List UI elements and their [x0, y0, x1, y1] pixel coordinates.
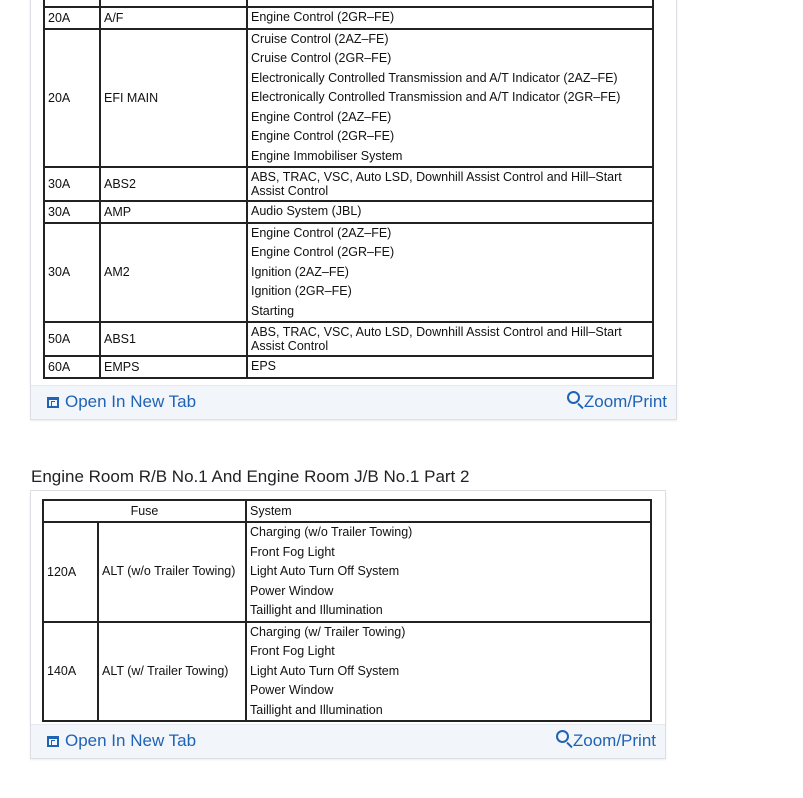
fuse-systems: [247, 201, 653, 223]
table-row: [44, 223, 653, 323]
system-item: Engine Control (2GR–FE): [251, 245, 395, 259]
header-system: System: [246, 500, 651, 522]
system-item: Light Auto Turn Off System: [250, 564, 400, 578]
table-row: [43, 622, 651, 722]
system-item: Light Auto Turn Off System: [250, 663, 400, 678]
table-row: [44, 167, 653, 201]
system-item: Electronically Controlled Transmission and A/T Indicator (2GR–FE): [251, 90, 621, 104]
section-title: Engine Room R/B No.1 And Engine Room J/B No.1 Part 2: [31, 467, 470, 486]
system-item: Charging (w/ Trailer Towing): [250, 624, 406, 639]
table-row: [44, 322, 653, 356]
fuse-systems: [246, 622, 651, 722]
fuse-name: AM2: [100, 223, 247, 323]
fuse-systems: [247, 322, 653, 356]
table-row: [44, 7, 653, 29]
zoom-print-label: Zoom/Print: [572, 731, 656, 750]
fuse-systems: [246, 522, 651, 622]
system-item: Power Window: [250, 583, 334, 598]
header-fuse: Fuse: [43, 500, 246, 522]
system-item: Taillight and Illumination: [250, 702, 383, 717]
fuse-amperage: 30A: [44, 167, 100, 201]
system-item: Cruise Control (2AZ–FE): [251, 31, 389, 46]
fuse-name: ABS2: [100, 167, 247, 201]
fuse-name: ALT (w/ Trailer Towing): [98, 622, 246, 722]
open-new-tab-icon: [47, 397, 59, 408]
fuse-systems: [247, 167, 653, 201]
system-item: Cruise Control (2GR–FE): [251, 51, 392, 65]
system-item: Engine Control (2AZ–FE): [251, 225, 392, 240]
table-row: [44, 356, 653, 378]
table-header-row: [43, 500, 651, 522]
fuse-name: EFI MAIN: [100, 29, 247, 168]
system-item: Ignition (2GR–FE): [251, 284, 352, 298]
fuse-table-card-1: [30, 0, 677, 420]
zoom-print-link[interactable]: [556, 731, 656, 751]
open-new-tab-icon: [47, 736, 59, 747]
fuse-amperage: 20A: [44, 29, 100, 168]
fuse-amperage: 120A: [43, 522, 98, 622]
system-item: EPS: [251, 359, 277, 373]
zoom-print-link[interactable]: [567, 392, 667, 412]
system-item: Charging (w/o Trailer Towing): [250, 525, 413, 539]
fuse-name: ABS1: [100, 322, 247, 356]
card-footer: [31, 724, 665, 758]
system-item: Starting: [251, 303, 295, 318]
system-item: Taillight and Illumination: [250, 603, 383, 617]
fuse-systems: [247, 7, 653, 29]
system-item: Power Window: [250, 683, 334, 697]
system-item: Engine Control (2AZ–FE): [251, 109, 392, 124]
fuse-name: AMP: [100, 201, 247, 223]
table-row-partial: [44, 0, 653, 7]
open-in-new-tab-link[interactable]: [47, 392, 196, 412]
fuse-amperage: 30A: [44, 201, 100, 223]
system-item: Ignition (2AZ–FE): [251, 264, 349, 279]
system-item: Engine Control (2GR–FE): [251, 129, 395, 143]
fuse-amperage: 60A: [44, 356, 100, 378]
table-row: [44, 29, 653, 168]
fuse-name: EMPS: [100, 356, 247, 378]
open-in-new-tab-label: Open In New Tab: [65, 392, 197, 411]
table-row: [43, 522, 651, 622]
open-in-new-tab-link[interactable]: [47, 731, 196, 751]
open-in-new-tab-label: Open In New Tab: [65, 731, 197, 750]
zoom-print-label: Zoom/Print: [583, 392, 667, 411]
zoom-in-icon: [567, 391, 580, 404]
fuse-name: A/F: [100, 7, 247, 29]
fuse-table-1: [43, 0, 654, 379]
fuse-systems: [247, 29, 653, 168]
fuse-table-2: [42, 499, 652, 722]
system-item: Electronically Controlled Transmission and A/T Indicator (2AZ–FE): [251, 70, 618, 85]
table-row: [44, 201, 653, 223]
fuse-systems: [247, 223, 653, 323]
system-item: Audio System (JBL): [251, 204, 362, 218]
fuse-amperage: 50A: [44, 322, 100, 356]
fuse-systems: [247, 356, 653, 378]
fuse-amperage: 20A: [44, 7, 100, 29]
system-item: Front Fog Light: [250, 544, 335, 559]
system-item: ABS, TRAC, VSC, Auto LSD, Downhill Assist Control and Hill–Start Assist Control: [251, 170, 622, 198]
system-item: ABS, TRAC, VSC, Auto LSD, Downhill Assist Control and Hill–Start Assist Control: [251, 325, 622, 353]
system-item: Front Fog Light: [250, 644, 335, 658]
fuse-amperage: 140A: [43, 622, 98, 722]
system-item: Engine Immobiliser System: [251, 148, 403, 163]
system-item: Engine Control (2GR–FE): [251, 10, 395, 24]
zoom-in-icon: [556, 730, 569, 743]
fuse-table-card-2: [30, 490, 666, 759]
card-footer: [31, 385, 676, 419]
fuse-amperage: 30A: [44, 223, 100, 323]
fuse-name: ALT (w/o Trailer Towing): [98, 522, 246, 622]
